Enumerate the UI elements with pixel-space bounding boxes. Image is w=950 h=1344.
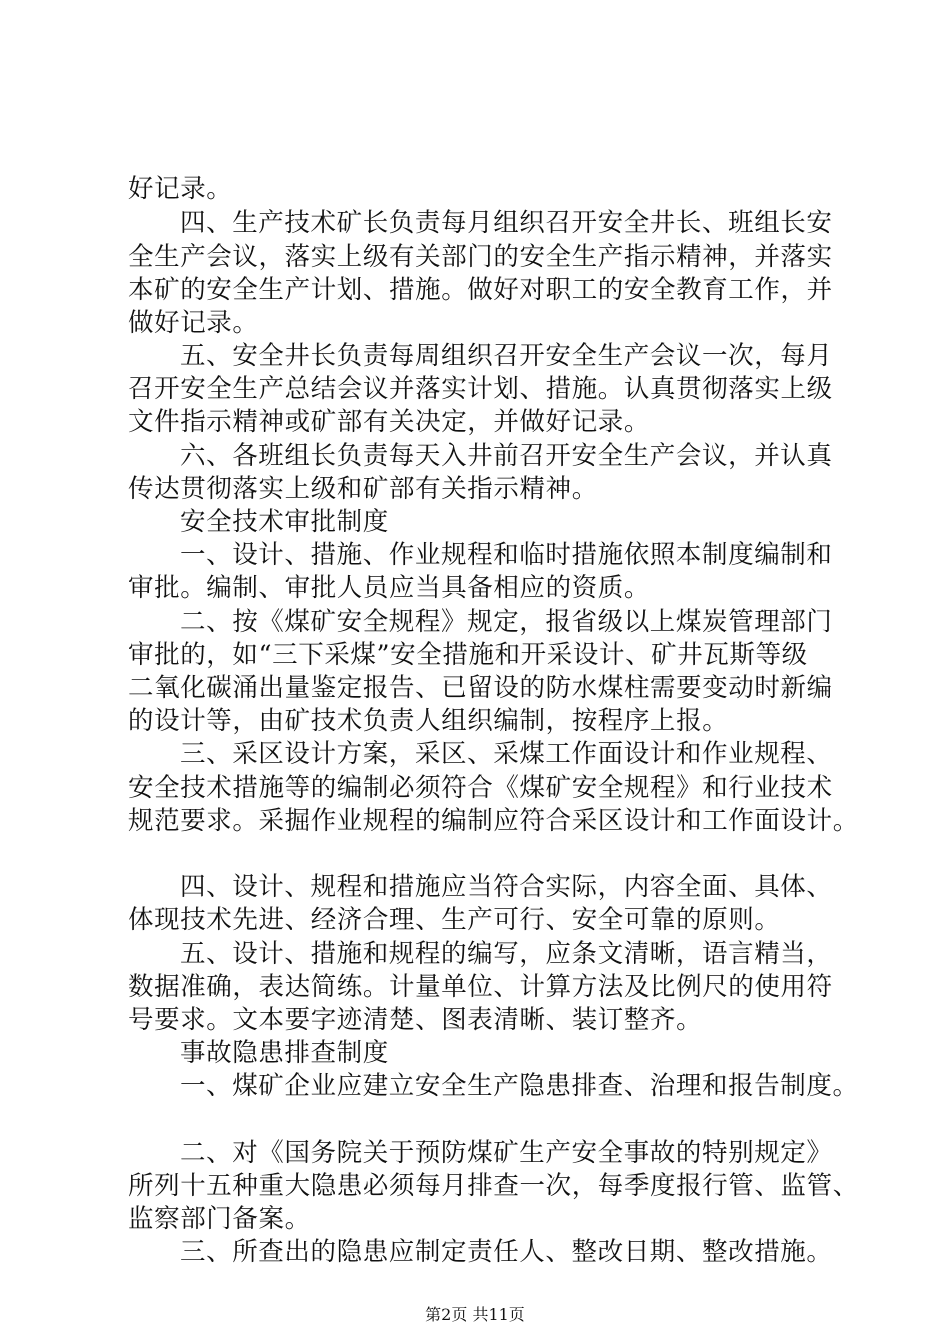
paragraph-first-line: 二、按《煤矿安全规程》规定，报省级以上煤炭管理部门 bbox=[180, 607, 833, 637]
section-heading: 事故隐患排查制度 bbox=[180, 1038, 389, 1068]
body-text-line: 号要求。文本要字迹清楚、图表清晰、装订整齐。 bbox=[128, 1005, 703, 1035]
paragraph-first-line: 五、安全井长负责每周组织召开安全生产会议一次，每月 bbox=[180, 341, 833, 371]
paragraph-first-line: 四、生产技术矿长负责每月组织召开安全井长、班组长安 bbox=[180, 208, 833, 238]
body-text-line: 全生产会议，落实上级有关部门的安全生产指示精神，并落实 bbox=[128, 242, 833, 272]
body-text-line: 二氧化碳涌出量鉴定报告、已留设的防水煤柱需要变动时新编 bbox=[128, 673, 833, 703]
paragraph-first-line: 六、各班组长负责每天入井前召开安全生产会议，并认真 bbox=[180, 441, 833, 471]
paragraph-first-line: 二、对《国务院关于预防煤矿生产安全事故的特别规定》 bbox=[180, 1138, 833, 1168]
paragraph-first-line: 一、设计、措施、作业规程和临时措施依照本制度编制和 bbox=[180, 540, 833, 570]
body-text-line: 做好记录。 bbox=[128, 308, 259, 338]
body-text-line: 所列十五种重大隐患必须每月排查一次，每季度报行管、监管、 bbox=[128, 1171, 859, 1201]
body-text-line: 本矿的安全生产计划、措施。做好对职工的安全教育工作，并 bbox=[128, 275, 833, 305]
paragraph-first-line: 三、所查出的隐患应制定责任人、整改日期、整改措施。 bbox=[180, 1237, 833, 1267]
body-text-line: 文件指示精神或矿部有关决定，并做好记录。 bbox=[128, 407, 651, 437]
body-text-line: 审批的，如“三下采煤”安全措施和开采设计、矿井瓦斯等级 bbox=[128, 640, 808, 670]
paragraph-first-line: 五、设计、措施和规程的编写，应条文清晰，语言精当， bbox=[180, 939, 833, 969]
paragraph-first-line: 四、设计、规程和措施应当符合实际，内容全面、具体、 bbox=[180, 872, 833, 902]
body-text-line: 监察部门备案。 bbox=[128, 1204, 311, 1234]
paragraph-first-line: 一、煤矿企业应建立安全生产隐患排查、治理和报告制度。 bbox=[180, 1071, 859, 1101]
body-text-line: 审批。编制、审批人员应当具备相应的资质。 bbox=[128, 573, 651, 603]
page-number-footer: 第2页 共11页 bbox=[425, 1305, 525, 1324]
body-text-line: 规范要求。采掘作业规程的编制应符合采区设计和工作面设计。 bbox=[128, 806, 859, 836]
body-text-line: 召开安全生产总结会议并落实计划、措施。认真贯彻落实上级 bbox=[128, 374, 833, 404]
body-text-line: 安全技术措施等的编制必须符合《煤矿安全规程》和行业技术 bbox=[128, 773, 833, 803]
body-text-line: 传达贯彻落实上级和矿部有关指示精神。 bbox=[128, 474, 598, 504]
body-text-line: 体现技术先进、经济合理、生产可行、安全可靠的原则。 bbox=[128, 905, 781, 935]
body-text-line: 的设计等，由矿技术负责人组织编制，按程序上报。 bbox=[128, 706, 729, 736]
section-heading: 安全技术审批制度 bbox=[180, 507, 389, 537]
body-text-line: 好记录。 bbox=[128, 174, 233, 204]
paragraph-first-line: 三、采区设计方案，采区、采煤工作面设计和作业规程、 bbox=[180, 739, 833, 769]
body-text-line: 数据准确，表达简练。计量单位、计算方法及比例尺的使用符 bbox=[128, 972, 833, 1002]
